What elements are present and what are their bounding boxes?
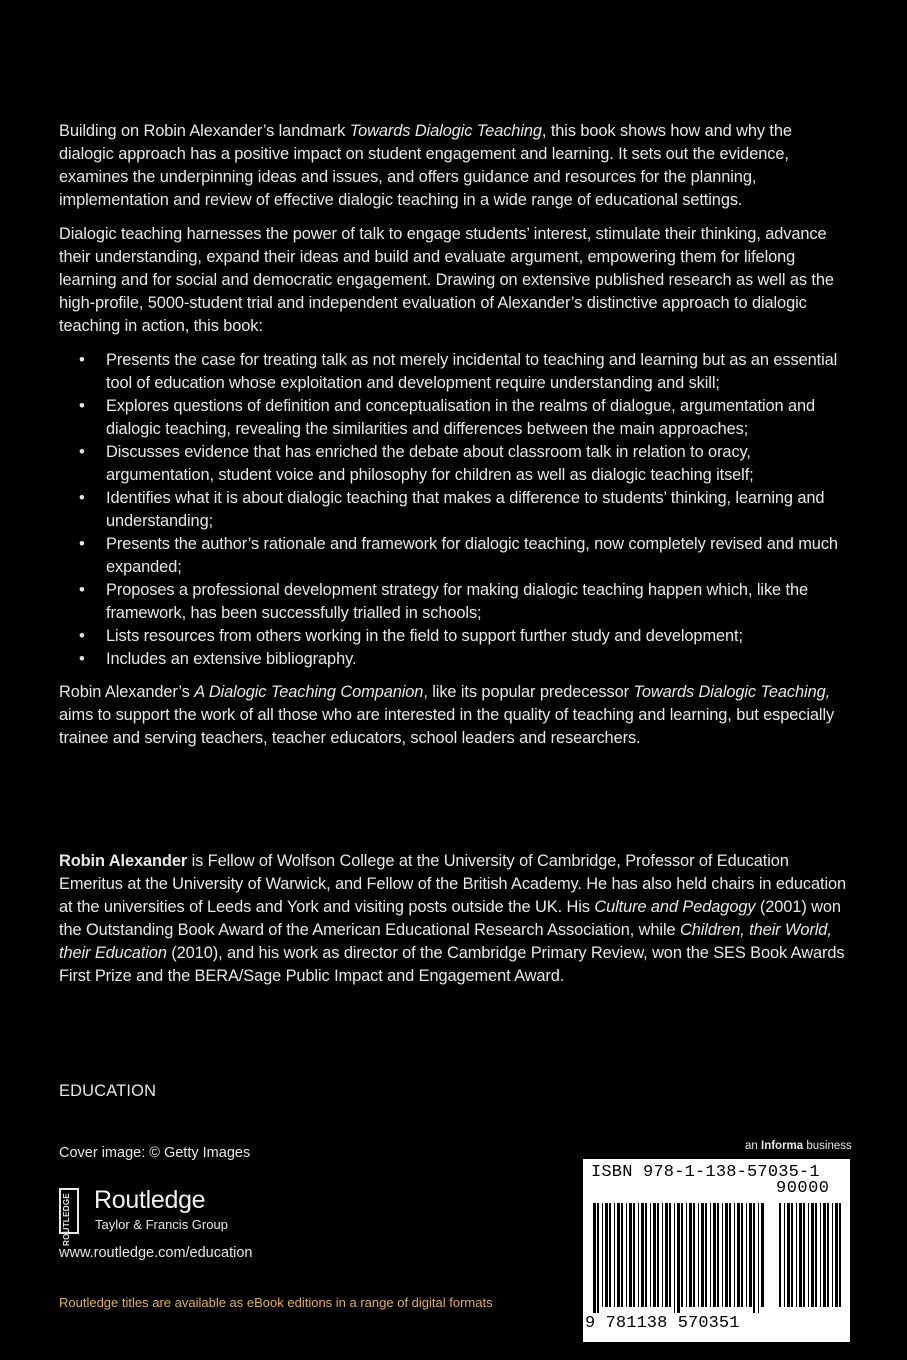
book-title: Culture and Pedagogy (594, 898, 756, 916)
text: aims to support the work of all those who are interested in the quality of teaching and learning, but especially trainee and serving teachers, teacher educators, school leaders and researchers. (59, 706, 835, 747)
list-item: • Presents the author’s rationale and framework for dialogic teaching, now completely revised and much expanded; (59, 533, 849, 579)
blurb (59, 120, 849, 761)
author-bio (59, 850, 849, 999)
barcode-bar (725, 1203, 728, 1307)
text: business (803, 1140, 852, 1152)
barcode-bar (729, 1203, 731, 1307)
barcode-bar (617, 1203, 620, 1307)
barcode-bar (665, 1203, 668, 1307)
barcode-bar (784, 1203, 785, 1307)
barcode-bar (811, 1203, 814, 1307)
barcode-bar (815, 1203, 817, 1307)
barcode-bar (677, 1203, 680, 1313)
list-item: • Explores questions of definition and conceptualisation in the realms of dialogue, argumentation and dialogic teaching, revealing the similarities and differences between the main approaches; (59, 395, 849, 441)
barcode-bar (686, 1203, 687, 1307)
text: Building on Robin Alexander’s landmark (59, 122, 350, 140)
subject-category: EDUCATION (59, 1082, 157, 1100)
author-name: Robin Alexander (59, 852, 188, 870)
intro-paragraph-2: Dialogic teaching harnesses the power of talk to engage students’ interest, stimulate their thinking, advance their understanding, expand their ideas and build and evaluate argument, empowering them for lifelong learning and for social and democratic engagement. Drawing on extensive published research as well as the high-profile, 5000-student trial and independent evaluation of Alexander’s distinctive approach to dialogic teaching in action, this book: (59, 225, 834, 335)
intro-paragraph-3 (59, 681, 849, 750)
barcode-bar (761, 1203, 764, 1307)
barcode-bar (839, 1203, 841, 1307)
publisher-group: Taylor & Francis Group (95, 1217, 228, 1232)
bio-paragraph (59, 850, 849, 988)
text: Robin Alexander’s (59, 683, 195, 701)
barcode-bar (633, 1203, 635, 1307)
text: , this book shows how and why the dialogic approach has a positive impact on student engagement and learning. It sets out the evidence, examines the underpinning ideas and issues, and offers guidance and resources for the planning, implementation and review of effective dialogic teaching in a wide range of educational settings. (59, 122, 792, 209)
publisher-logo (59, 1186, 319, 1246)
book-title: A Dialogic Teaching Companion (194, 683, 424, 701)
barcode-bars-icon (593, 1203, 765, 1313)
barcode-bar (713, 1203, 716, 1307)
barcode-bar (835, 1203, 838, 1307)
barcode-bar (753, 1203, 755, 1313)
barcode-bar (710, 1203, 711, 1307)
barcode-bar (621, 1203, 623, 1307)
barcode-bar (758, 1203, 759, 1313)
barcode-bar (701, 1203, 704, 1307)
barcode-bar (827, 1203, 829, 1307)
publisher-website: www.routledge.com/education (59, 1245, 253, 1261)
barcode-bar (645, 1203, 647, 1307)
barcode-addon-bars-icon (779, 1203, 841, 1313)
informa-business-tag (745, 1140, 852, 1152)
publisher-name: Routledge (94, 1186, 206, 1214)
barcode-bar (653, 1203, 656, 1307)
barcode-bar (698, 1203, 699, 1307)
barcode-bar (749, 1203, 752, 1307)
barcode-bar (609, 1203, 611, 1307)
barcode-bar (650, 1203, 651, 1307)
barcode-bar (741, 1203, 743, 1307)
book-title: Towards Dialogic Teaching, (633, 683, 831, 701)
barcode-bar (737, 1203, 740, 1307)
logo-mark-text: ROUTLEDGE (62, 1193, 71, 1246)
barcode-bar (593, 1203, 596, 1313)
barcode-bar (674, 1203, 675, 1313)
barcode-bar (669, 1203, 671, 1307)
list-item: • Presents the case for treating talk as not merely incidental to teaching and learning but as an essential tool of education whose exploitation and development require understanding and skill; (59, 349, 849, 395)
barcode-bar (820, 1203, 821, 1307)
isbn-barcode (583, 1159, 850, 1342)
barcode-bar (746, 1203, 747, 1307)
isbn-label: ISBN 978-1-138-57035-1 (591, 1163, 820, 1182)
text: is Fellow of Wolfson College at the University of Cambridge, Professor of Education Emeritus at the University of Warwick, and Fellow of the British Academy. He has also held chairs in education at the universities of Leeds and York and visiting posts outside the UK. His (59, 852, 847, 916)
barcode-bar (605, 1203, 608, 1307)
barcode-bar (629, 1203, 632, 1307)
intro-paragraph-1 (59, 120, 849, 212)
book-title: Children, their World, their Education (59, 921, 832, 962)
text: an (745, 1140, 761, 1152)
ebook-note: Routledge titles are available as eBook editions in a range of digital formats (59, 1295, 493, 1310)
barcode-bar (614, 1203, 615, 1307)
barcode-bar (808, 1203, 809, 1307)
barcode-bar (597, 1203, 599, 1313)
barcode-bar (734, 1203, 735, 1307)
barcode-bar (641, 1203, 644, 1307)
barcode-bar (832, 1203, 833, 1307)
barcode-bar (803, 1203, 805, 1307)
barcode-bar (779, 1203, 781, 1307)
routledge-mark-icon (59, 1188, 79, 1246)
barcode-bar (657, 1203, 659, 1307)
list-item: • Includes an extensive bibliography. (59, 648, 849, 671)
barcode-bar (626, 1203, 627, 1307)
text: (2010), and his work as director of the Cambridge Primary Review, won the SES Book Awards First Prize and the BERA/Sage Public Impact and Engagement Award. (59, 944, 845, 985)
barcode-addon: 90000 (776, 1179, 830, 1198)
barcode-bar (717, 1203, 719, 1307)
informa-brand: Informa (761, 1140, 804, 1152)
barcode-bar (638, 1203, 639, 1307)
cover-image-credit: Cover image: © Getty Images (59, 1145, 251, 1161)
barcode-bar (705, 1203, 707, 1307)
list-item: • Identifies what it is about dialogic teaching that makes a difference to students’ thinking, learning and understanding; (59, 487, 849, 533)
barcode-bar (662, 1203, 663, 1307)
barcode-bar (602, 1203, 603, 1307)
barcode-bar (693, 1203, 695, 1307)
barcode-bar (823, 1203, 826, 1307)
barcode-bar (689, 1203, 692, 1307)
barcode-bar (722, 1203, 723, 1307)
list-item: • Proposes a professional development strategy for making dialogic teaching happen which, like the framework, has been successfully trialled in schools; (59, 579, 849, 625)
barcode-bar (787, 1203, 790, 1307)
text: (2001) won the Outstanding Book Award of the American Educational Research Association, while (59, 898, 841, 939)
barcode-bar (681, 1203, 683, 1307)
barcode-bar (791, 1203, 793, 1307)
list-item: • Lists resources from others working in the field to support further study and development; (59, 625, 849, 648)
barcode-bar (796, 1203, 797, 1307)
barcode-digits: 9 781138 570351 (585, 1314, 740, 1333)
list-item: • Discusses evidence that has enriched the debate about classroom talk in relation to oracy, argumentation, student voice and philosophy for children as well as dialogic teaching itself; (59, 441, 849, 487)
barcode-bar (799, 1203, 802, 1307)
text: , like its popular predecessor (423, 683, 634, 701)
feature-list (59, 349, 849, 671)
book-title: Towards Dialogic Teaching (349, 122, 542, 140)
